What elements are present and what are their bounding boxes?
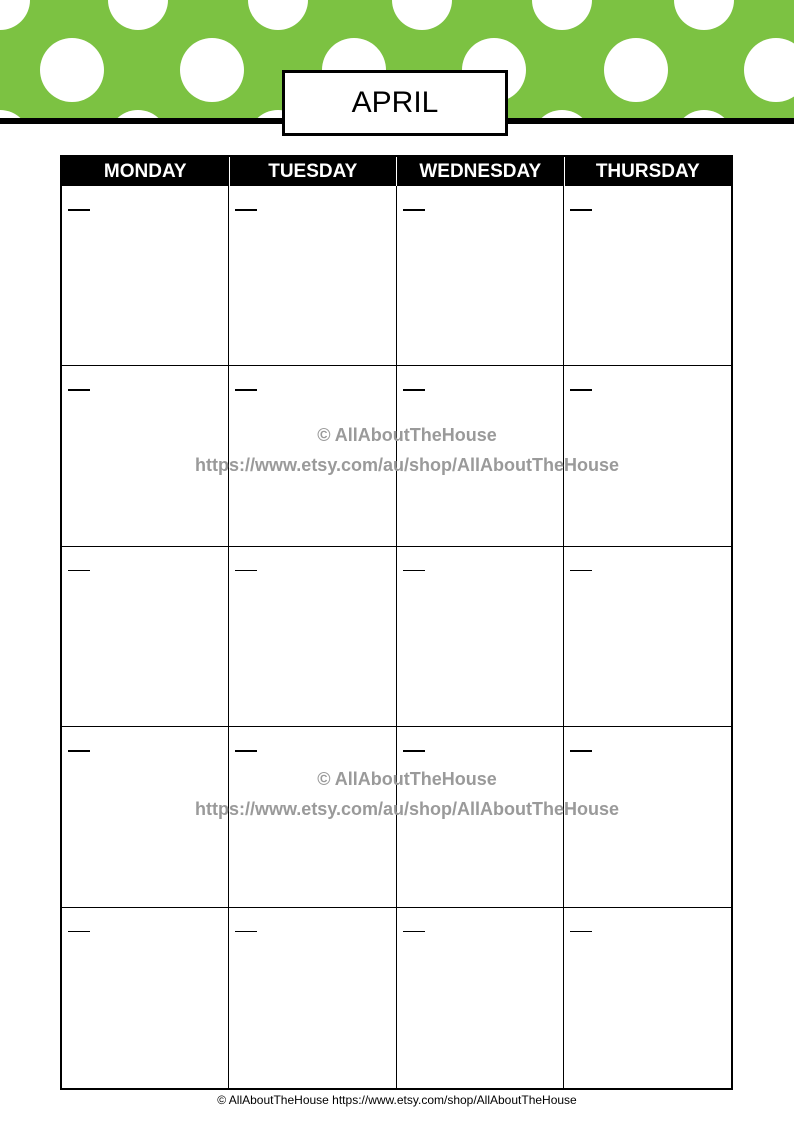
watermark-url: https://www.etsy.com/au/shop/AllAboutTheHouse xyxy=(194,455,620,475)
date-write-line xyxy=(235,750,257,752)
date-write-line xyxy=(68,931,90,933)
date-write-line xyxy=(235,570,257,572)
watermark-copyright: © AllAboutTheHouse xyxy=(317,769,497,789)
month-title: APRIL xyxy=(351,86,439,119)
day-cell[interactable] xyxy=(229,547,396,727)
day-cell[interactable] xyxy=(397,186,564,366)
day-cell[interactable] xyxy=(564,908,731,1088)
day-cell[interactable] xyxy=(229,366,396,546)
month-title-box xyxy=(282,70,508,136)
date-write-line xyxy=(570,750,592,752)
day-cell[interactable] xyxy=(62,186,229,366)
day-cell[interactable] xyxy=(564,547,731,727)
day-cell[interactable] xyxy=(564,366,731,546)
day-cell[interactable] xyxy=(397,547,564,727)
day-cell[interactable] xyxy=(229,908,396,1088)
date-write-line xyxy=(403,931,425,933)
day-cell[interactable] xyxy=(229,727,396,907)
weekday-header-row xyxy=(62,157,731,186)
weekday-header-thursday: THURSDAY xyxy=(595,160,700,182)
footer-credit: © AllAboutTheHouse https://www.etsy.com/shop/AllAboutTheHouse xyxy=(217,1093,577,1107)
watermark-copyright: © AllAboutTheHouse xyxy=(317,425,497,445)
date-write-line xyxy=(403,209,425,211)
day-cell[interactable] xyxy=(397,366,564,546)
day-cell[interactable] xyxy=(62,366,229,546)
date-write-line xyxy=(570,209,592,211)
day-cell[interactable] xyxy=(229,186,396,366)
day-cell[interactable] xyxy=(62,727,229,907)
day-cell[interactable] xyxy=(564,727,731,907)
date-write-line xyxy=(570,570,592,572)
weekday-header-tuesday: TUESDAY xyxy=(230,157,398,186)
date-write-line xyxy=(403,389,425,391)
date-write-line xyxy=(403,570,425,572)
date-write-line xyxy=(235,389,257,391)
weekday-header-wednesday: WEDNESDAY xyxy=(397,157,565,186)
day-cell[interactable] xyxy=(564,186,731,366)
date-write-line xyxy=(68,570,90,572)
day-cells xyxy=(62,186,731,1088)
date-write-line xyxy=(235,931,257,933)
day-cell[interactable] xyxy=(62,547,229,727)
date-write-line xyxy=(68,389,90,391)
weekday-header-monday: MONDAY xyxy=(62,157,230,186)
date-write-line xyxy=(403,750,425,752)
date-write-line xyxy=(570,931,592,933)
date-write-line xyxy=(570,389,592,391)
calendar-grid xyxy=(60,155,733,1090)
day-cell[interactable] xyxy=(62,908,229,1088)
date-write-line xyxy=(68,750,90,752)
date-write-line xyxy=(68,209,90,211)
day-cell[interactable] xyxy=(397,908,564,1088)
date-write-line xyxy=(235,209,257,211)
day-cell[interactable] xyxy=(397,727,564,907)
watermark-url: https://www.etsy.com/au/shop/AllAboutTheHouse xyxy=(194,799,620,819)
